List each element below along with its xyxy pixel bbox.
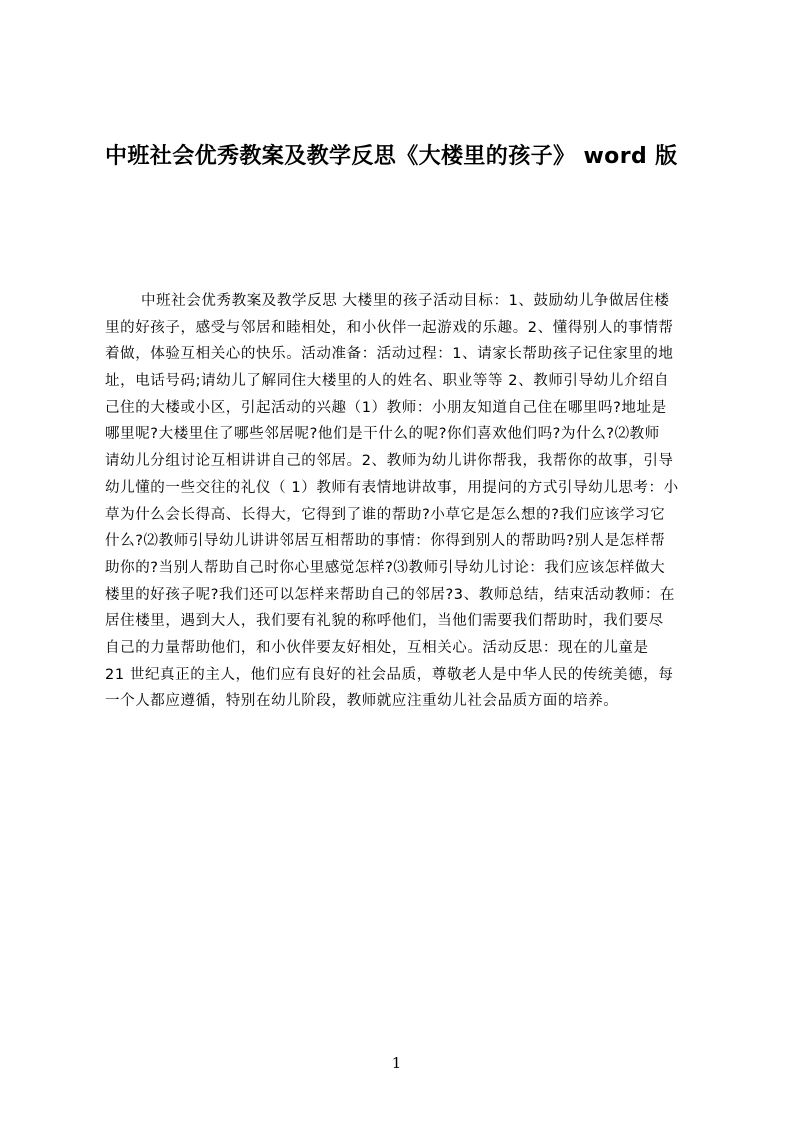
paragraph-line: 哪里呢?大楼里住了哪些邻居呢?他们是干什么的呢?你们喜欢他们吗?为什么?⑵教师: [105, 426, 660, 443]
paragraph-line: 自己的力量帮助他们，和小伙伴要友好相处，互相关心。活动反思：现在的儿童是: [105, 639, 649, 656]
paragraph-line: 什么?⑵教师引导幼儿讲讲邻居互相帮助的事情：你得到别人的帮助吗?别人是怎样帮: [105, 533, 666, 550]
paragraph-line: 居住楼里，遇到大人，我们要有礼貌的称呼他们，当他们需要我们帮助时，我们要尽: [105, 613, 664, 630]
paragraph-line: 幼儿懂的一些交往的礼仪（ 1）教师有表情地讲故事，用提问的方式引导幼儿思考：小: [105, 479, 679, 496]
body-paragraph: [105, 288, 697, 715]
page-number: 1: [391, 1054, 402, 1072]
paragraph-line: 里的好孩子，感受与邻居和睦相处，和小伙伴一起游戏的乐趣。2、懂得别人的事情帮: [105, 319, 674, 336]
paragraph-line: 助你的?当别人帮助自己时你心里感觉怎样?⑶教师引导幼儿讨论：我们应该怎样做大: [105, 559, 666, 576]
paragraph-line: 址，电话号码;请幼儿了解同住大楼里的人的姓名、职业等等 2、教师引导幼儿介绍自: [105, 373, 670, 390]
paragraph-line: 己住的大楼或小区，引起活动的兴趣（1）教师：小朋友知道自己住在哪里吗?地址是: [105, 399, 667, 416]
paragraph-line: 请幼儿分组讨论互相讲讲自己的邻居。2、教师为幼儿讲你帮我，我帮你的故事，引导: [105, 453, 674, 470]
paragraph-line: 着做，体验互相关心的快乐。活动准备：活动过程：1、请家长帮助孩子记住家里的地: [105, 346, 674, 363]
paragraph-line: 中班社会优秀教案及教学反思 大楼里的孩子活动目标：1、鼓励幼儿争做居住楼: [141, 293, 670, 309]
document-title: 中班社会优秀教案及教学反思《大楼里的孩子》 word 版: [105, 144, 678, 169]
paragraph-line: 楼里的好孩子呢?我们还可以怎样来帮助自己的邻居?3、教师总结，结束活动教师：在: [105, 586, 676, 603]
paragraph-line: 21 世纪真正的主人，他们应有良好的社会品质，尊敬老人是中华人民的传统美德，每: [105, 666, 674, 683]
paragraph-line: 草为什么会长得高、长得大，它得到了谁的帮助?小草它是怎么想的?我们应该学习它: [105, 506, 666, 523]
paragraph-line: 一个人都应遵循，特别在幼儿阶段，教师就应注重幼儿社会品质方面的培养。: [105, 693, 619, 710]
